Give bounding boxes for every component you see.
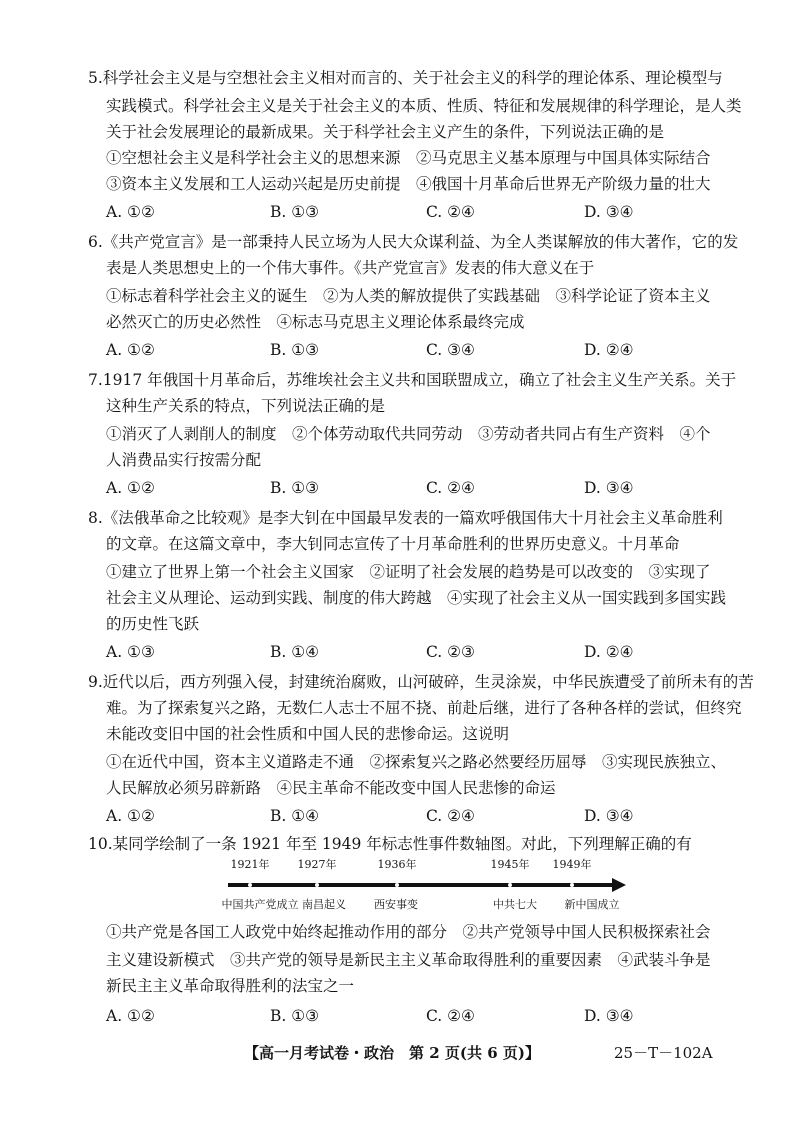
question-text-line: 关于社会发展理论的最新成果。关于科学社会主义产生的条件，下列说法正确的是 <box>106 123 665 141</box>
timeline-year: 1949年 <box>552 858 592 871</box>
question-text-line: 未能改变旧中国的社会性质和中国人民的悲惨命运。这说明 <box>106 725 510 743</box>
timeline-year: 1945年 <box>490 858 530 871</box>
option-c: C. ②③ <box>426 643 475 661</box>
question-text-line: 8.《法俄革命之比较观》是李大钊在中国最早发表的一篇欢呼俄国伟大十月社会主义革命胜利 <box>88 509 723 527</box>
option-b: B. ①③ <box>270 1007 320 1025</box>
question-text-line: ①空想社会主义是科学社会主义的思想来源 ②马克思主义基本原理与中国具体实际结合 <box>106 149 711 167</box>
option-a: A. ①② <box>106 341 155 359</box>
question-text-line: ①建立了世界上第一个社会主义国家 ②证明了社会发展的趋势是可以改变的 ③实现了 <box>106 563 711 581</box>
question-text-line: 实践模式。科学社会主义是关于社会主义的本质、性质、特征和发展规律的科学理论，是人类 <box>106 97 742 115</box>
question-text-line: 新民主主义革命取得胜利的法宝之一 <box>106 977 355 995</box>
question-text-line: 这种生产关系的特点，下列说法正确的是 <box>106 397 386 415</box>
question-text-line: ③资本主义发展和工人运动兴起是历史前提 ④俄国十月革命后世界无产阶级力量的壮大 <box>106 175 711 193</box>
option-d: D. ③④ <box>584 1007 634 1025</box>
option-b: B. ①④ <box>270 643 320 661</box>
timeline-event: 南昌起义 <box>302 898 346 911</box>
option-d: D. ③④ <box>584 203 634 221</box>
timeline-diagram <box>222 858 632 918</box>
question-text-line: 表是人类思想史上的一个伟大事件。《共产党宣言》发表的伟大意义在于 <box>106 259 595 277</box>
option-c: C. ②④ <box>426 203 475 221</box>
question-text-line: ①共产党是各国工人政党中始终起推动作用的部分 ②共产党领导中国人民积极探索社会 <box>106 923 711 941</box>
option-c: C. ②④ <box>426 479 475 497</box>
page-footer-title: 【高一月考试卷・政治 第 2 页(共 6 页)】 <box>244 1044 540 1062</box>
timeline-arrow-axis <box>222 872 632 898</box>
timeline-event: 中共七大 <box>493 898 537 911</box>
question-text-line: 主义建设新模式 ③共产党的领导是新民主主义革命取得胜利的重要因素 ④武装斗争是 <box>106 951 711 969</box>
question-text-line: ①在近代中国，资本主义道路走不通 ②探索复兴之路必然要经历屈辱 ③实现民族独立、 <box>106 753 727 771</box>
option-c: C. ③④ <box>426 341 475 359</box>
option-d: D. ③④ <box>584 479 634 497</box>
timeline-event: 西安事变 <box>374 898 418 911</box>
timeline-event: 新中国成立 <box>564 898 620 911</box>
question-text-line: 6.《共产党宣言》是一部秉持人民立场为人民大众谋利益、为全人类谋解放的伟大著作，它的发 <box>88 233 739 251</box>
question-text-line: 的文章。在这篇文章中，李大钊同志宣传了十月革命胜利的世界历史意义。十月革命 <box>106 535 680 553</box>
option-c: C. ②④ <box>426 807 475 825</box>
question-text-line: 10.某同学绘制了一条 1921 年至 1949 年标志性事件数轴图。对此，下列理解正确的有 <box>88 835 692 853</box>
question-text-line: 社会主义从理论、运动到实践、制度的伟大跨越 ④实现了社会主义从一国实践到多国实践 <box>106 589 727 607</box>
question-text-line: 必然灭亡的历史必然性 ④标志马克思主义理论体系最终完成 <box>106 313 525 331</box>
option-a: A. ①② <box>106 479 155 497</box>
timeline-year: 1927年 <box>297 858 337 871</box>
question-text-line: ①标志着科学社会主义的诞生 ②为人类的解放提供了实践基础 ③科学论证了资本主义 <box>106 287 711 305</box>
option-c: C. ②④ <box>426 1007 475 1025</box>
question-text-line: 5.科学社会主义是与空想社会主义相对而言的、关于社会主义的科学的理论体系、理论模型与 <box>88 69 723 87</box>
question-text-line: 7.1917 年俄国十月革命后，苏维埃社会主义共和国联盟成立，确立了社会主义生产关系。关于 <box>88 371 737 389</box>
timeline-year: 1936年 <box>377 858 417 871</box>
question-text-line: 人消费品实行按需分配 <box>106 451 262 469</box>
option-a: A. ①② <box>106 807 155 825</box>
option-d: D. ②④ <box>584 643 634 661</box>
option-d: D. ②④ <box>584 341 634 359</box>
question-text-line: 人民解放必须另辟新路 ④民主革命不能改变中国人民悲惨的命运 <box>106 779 556 797</box>
exam-code: 25－T－102A <box>614 1044 713 1062</box>
question-text-line: ①消灭了人剥削人的制度 ②个体劳动取代共同劳动 ③劳动者共同占有生产资料 ④个 <box>106 425 711 443</box>
option-a: A. ①② <box>106 1007 155 1025</box>
question-text-line: 的历史性飞跃 <box>106 615 200 633</box>
option-a: A. ①③ <box>106 643 155 661</box>
option-d: D. ③④ <box>584 807 634 825</box>
option-b: B. ①③ <box>270 479 320 497</box>
question-text-line: 难。为了探索复兴之路，无数仁人志士不屈不挠、前赴后继，进行了各种各样的尝试，但终究 <box>106 699 742 717</box>
option-a: A. ①② <box>106 203 155 221</box>
question-text-line: 9.近代以后，西方列强入侵，封建统治腐败，山河破碎，生灵涂炭，中华民族遭受了前所未有的苦 <box>88 673 754 691</box>
option-b: B. ①④ <box>270 807 320 825</box>
option-b: B. ①③ <box>270 341 320 359</box>
timeline-year: 1921年 <box>230 858 270 871</box>
timeline-event: 中国共产党成立 <box>221 898 299 911</box>
option-b: B. ①③ <box>270 203 320 221</box>
